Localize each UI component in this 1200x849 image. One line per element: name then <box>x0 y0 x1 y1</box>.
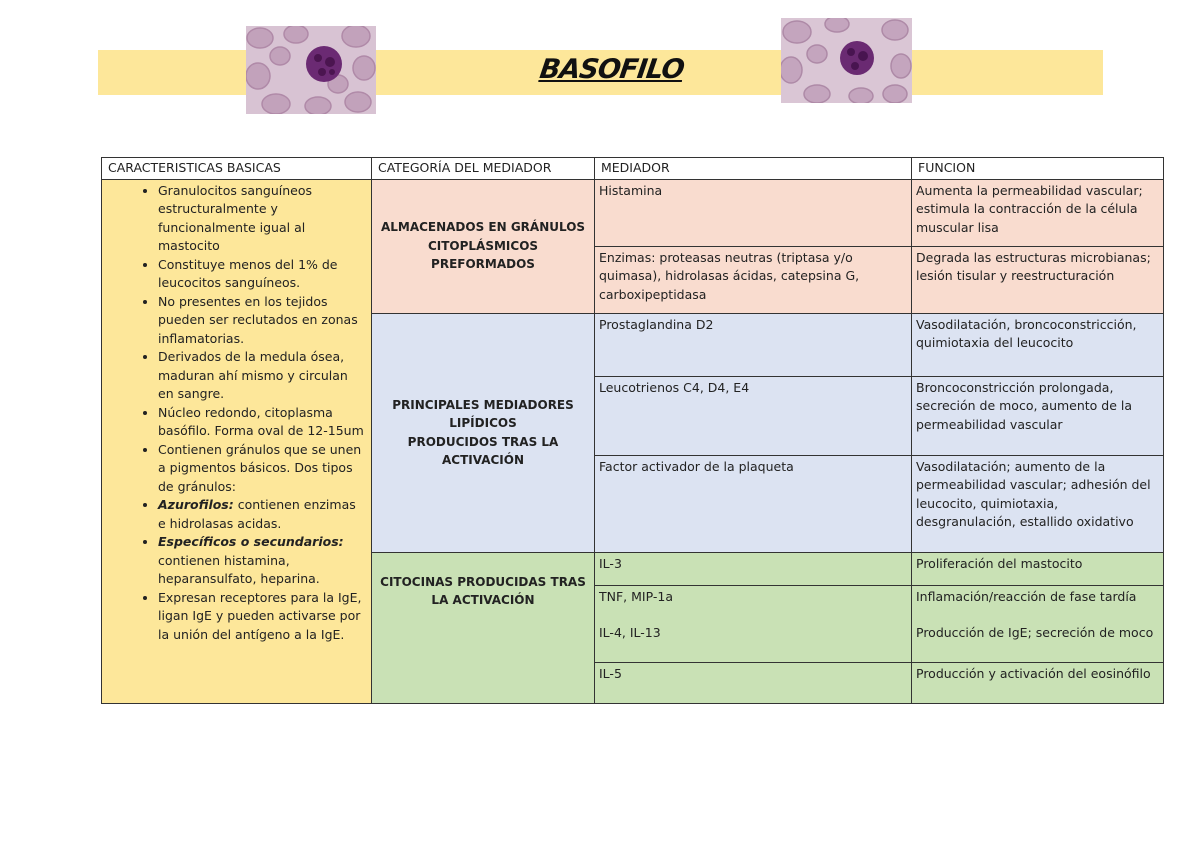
basic-list <box>106 182 367 645</box>
azurofilos-text: contienen enzimas e hidrolasas acidas. <box>158 497 356 531</box>
azurofilos-term: Azurofilos: <box>158 497 234 512</box>
category-line: ACTIVACIÓN <box>441 453 525 467</box>
function-cell: Vasodilatación; aumento de la permeabilidad vascular; adhesión del leucocito, quimiotaxia, desgranulación, estallido oxidativo <box>912 455 1164 552</box>
category-lipidicos <box>372 313 595 552</box>
category-citocinas <box>372 552 595 703</box>
basophil-micrograph-left <box>246 26 376 114</box>
header-row <box>102 158 1164 180</box>
list-item: • No presentes en los tejidos pueden ser reclutados en zonas inflamatorias. <box>158 293 367 349</box>
header-mediator: MEDIADOR <box>595 158 912 180</box>
mediator-cell: IL-4, IL-13 <box>595 622 912 663</box>
basophil-micrograph-right <box>781 18 912 103</box>
basic-characteristics <box>102 179 372 703</box>
basophil-table <box>101 157 1164 704</box>
header-function: FUNCION <box>912 158 1164 180</box>
list-item: • Expresan receptores para la IgE, ligan IgE y pueden activarse por la unión del antígeno a la IgE. <box>158 589 367 645</box>
list-item <box>158 496 367 533</box>
function-cell: Vasodilatación, broncoconstricción, quimiotaxia del leucocito <box>912 313 1164 376</box>
category-line: PRINCIPALES MEDIADORES <box>392 397 574 412</box>
function-cell: Producción de IgE; secreción de moco <box>912 622 1164 663</box>
mediator-cell: Enzimas: proteasas neutras (triptasa y/o quimasa), hidrolasas ácidas, catepsina G, carboxipeptidasa <box>595 246 912 313</box>
list-item: • Constituye menos del 1% de leucocitos sanguíneos. <box>158 256 367 293</box>
mediator-cell: Histamina <box>595 179 912 246</box>
function-cell: Producción y activación del eosinófilo <box>912 662 1164 703</box>
category-line: PREFORMADOS <box>431 257 535 272</box>
mediator-cell: IL-5 <box>595 662 912 703</box>
list-item: • Granulocitos sanguíneos estructuralmente y funcionalmente igual al mastocito <box>158 182 367 256</box>
function-cell: Degrada las estructuras microbianas; lesión tisular y reestructuración <box>912 246 1164 313</box>
header-basic: CARACTERISTICAS BASICAS <box>102 158 372 180</box>
category-line: LIPÍDICOS <box>449 416 517 430</box>
category-line: CITOPLÁSMICOS <box>427 238 539 253</box>
mediator-cell: Factor activador de la plaqueta <box>595 455 912 552</box>
category-line: LA ACTIVACIÓN <box>431 593 535 607</box>
mediator-cell: IL-3 <box>595 552 912 585</box>
header-category: CATEGORÍA DEL MEDIADOR <box>372 158 595 180</box>
mediator-cell: TNF, MIP-1a <box>595 585 912 622</box>
page-title: BASOFILO <box>537 54 686 85</box>
mediator-cell: Prostaglandina D2 <box>595 313 912 376</box>
list-item: • Contienen gránulos que se unen a pigmentos básicos. Dos tipos de gránulos: <box>158 441 367 497</box>
function-cell: Broncoconstricción prolongada, secreción de moco, aumento de la permeabilidad vascular <box>912 376 1164 455</box>
category-almacenados <box>372 179 595 313</box>
category-line: ALMACENADOS EN GRÁNULOS <box>380 220 586 235</box>
list-item: • Derivados de la medula ósea, maduran ahí mismo y circulan en sangre. <box>158 348 367 404</box>
function-cell: Inflamación/reacción de fase tardía <box>912 585 1164 622</box>
especificos-term: Específicos o secundarios: <box>158 534 344 549</box>
especificos-text: contienen histamina, heparansulfato, heparina. <box>158 552 320 586</box>
category-line: PRODUCIDOS TRAS LA <box>407 434 559 449</box>
function-cell: Proliferación del mastocito <box>912 552 1164 585</box>
list-item: • Núcleo redondo, citoplasma basófilo. Forma oval de 12-15um <box>158 404 367 441</box>
function-cell: Aumenta la permeabilidad vascular; estimula la contracción de la célula muscular lisa <box>912 179 1164 246</box>
list-item <box>158 533 367 589</box>
mediator-cell: Leucotrienos C4, D4, E4 <box>595 376 912 455</box>
category-line: CITOCINAS PRODUCIDAS TRAS <box>380 574 586 589</box>
